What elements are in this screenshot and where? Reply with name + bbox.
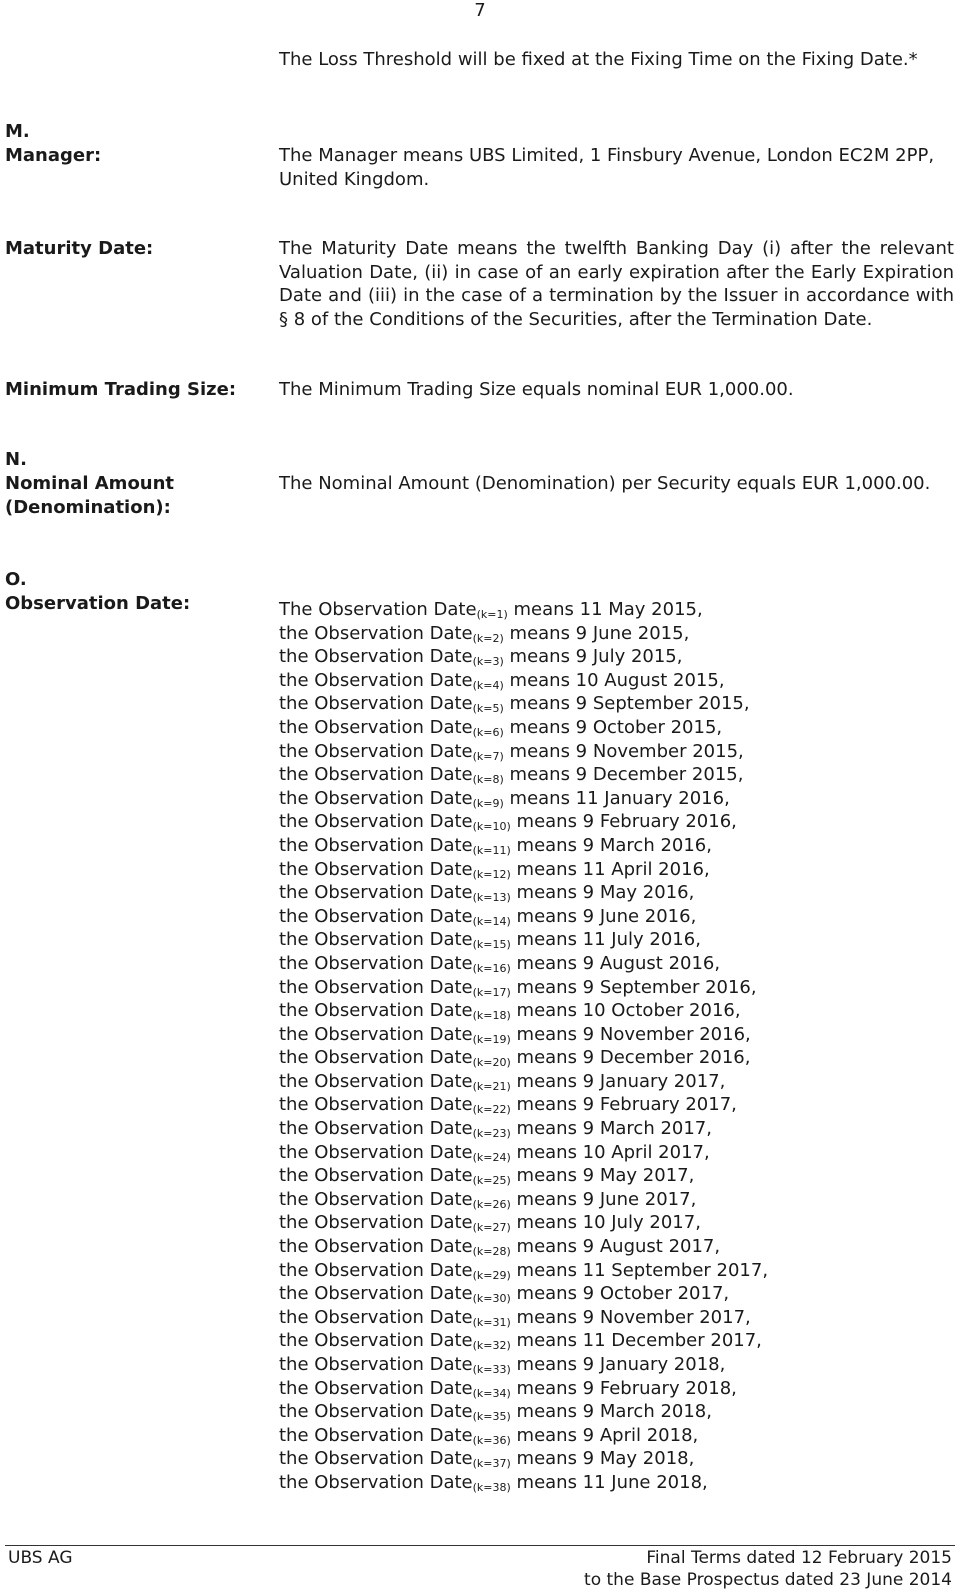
observation-date-item bbox=[279, 1070, 768, 1094]
section-letter-m: M. bbox=[5, 121, 30, 142]
observation-date-index: (k=4) bbox=[472, 678, 504, 692]
footer-base-prospectus: to the Base Prospectus dated 23 June 2014 bbox=[584, 1570, 952, 1590]
observation-date-prefix: the Observation Date bbox=[279, 834, 473, 856]
observation-date-item bbox=[279, 1259, 768, 1283]
observation-date-prefix: the Observation Date bbox=[279, 693, 473, 715]
minimum-trading-size-label: Minimum Trading Size: bbox=[5, 379, 237, 400]
observation-date-prefix: the Observation Date bbox=[279, 1354, 473, 1375]
observation-date-prefix: the Observation Date bbox=[279, 905, 473, 927]
observation-date-value: means 11 May 2015, bbox=[513, 599, 703, 620]
observation-date-value: means 9 June 2015, bbox=[509, 622, 690, 644]
observation-date-index: (k=8) bbox=[472, 773, 504, 787]
observation-date-item bbox=[279, 952, 768, 976]
observation-date-item bbox=[279, 1400, 768, 1424]
manager-label: Manager: bbox=[5, 145, 102, 166]
observation-date-value: means 10 April 2017, bbox=[516, 1141, 710, 1163]
observation-date-item bbox=[279, 1329, 768, 1353]
observation-date-item bbox=[279, 598, 768, 622]
observation-date-index: (k=35) bbox=[472, 1410, 511, 1424]
observation-date-prefix: the Observation Date bbox=[279, 1377, 473, 1399]
observation-date-item bbox=[279, 810, 768, 834]
observation-date-item bbox=[279, 1023, 768, 1047]
observation-date-index: (k=23) bbox=[472, 1127, 511, 1141]
observation-date-value: means 9 September 2015, bbox=[509, 693, 750, 715]
observation-date-value: means 9 December 2016, bbox=[516, 1047, 751, 1069]
page-number: 7 bbox=[474, 0, 486, 21]
observation-date-item bbox=[279, 1046, 768, 1070]
manager-text-line-2: United Kingdom. bbox=[279, 168, 430, 190]
observation-date-value: means 9 March 2016, bbox=[516, 834, 712, 856]
observation-date-prefix: the Observation Date bbox=[279, 882, 473, 904]
observation-date-item bbox=[279, 834, 768, 858]
observation-date-prefix: the Observation Date bbox=[279, 1165, 473, 1187]
observation-date-value: means 9 May 2017, bbox=[516, 1165, 695, 1187]
observation-date-prefix: the Observation Date bbox=[279, 1236, 473, 1258]
observation-date-index: (k=11) bbox=[472, 843, 511, 857]
observation-date-index: (k=22) bbox=[472, 1103, 511, 1117]
observation-date-item bbox=[279, 763, 768, 787]
loss-threshold-note: The Loss Threshold will be fixed at the Fixing Time on the Fixing Date.* bbox=[279, 49, 918, 70]
observation-date-item bbox=[279, 716, 768, 740]
observation-date-index: (k=20) bbox=[472, 1056, 511, 1070]
observation-date-item bbox=[279, 787, 768, 811]
observation-date-item bbox=[279, 1424, 768, 1448]
observation-date-item bbox=[279, 1141, 768, 1165]
observation-date-index: (k=24) bbox=[472, 1150, 511, 1164]
observation-date-index: (k=2) bbox=[472, 631, 504, 645]
observation-date-prefix: the Observation Date bbox=[279, 1070, 473, 1092]
observation-date-item bbox=[279, 1188, 768, 1212]
footer-final-terms: Final Terms dated 12 February 2015 bbox=[646, 1548, 952, 1568]
maturity-date-line-2: Valuation Date, (ii) in case of an early expiration after the Early Expiration bbox=[279, 261, 954, 283]
observation-date-prefix: the Observation Date bbox=[279, 811, 473, 833]
observation-date-prefix: the Observation Date bbox=[279, 622, 473, 644]
observation-date-prefix: the Observation Date bbox=[279, 1330, 473, 1352]
observation-date-value: means 9 April 2018, bbox=[516, 1424, 699, 1446]
observation-date-item bbox=[279, 928, 768, 952]
maturity-date-line-4: § 8 of the Conditions of the Securities, after the Termination Date. bbox=[279, 308, 873, 330]
observation-date-item bbox=[279, 1211, 768, 1235]
footer-issuer: UBS AG bbox=[8, 1548, 73, 1568]
observation-date-index: (k=13) bbox=[472, 891, 511, 905]
observation-date-prefix: the Observation Date bbox=[279, 740, 473, 762]
observation-date-value: means 11 July 2016, bbox=[516, 929, 701, 951]
section-letter-o: O. bbox=[5, 569, 27, 590]
observation-date-index: (k=27) bbox=[472, 1221, 511, 1235]
observation-date-prefix: the Observation Date bbox=[279, 858, 473, 880]
maturity-date-text bbox=[279, 237, 954, 331]
observation-date-item bbox=[279, 1093, 768, 1117]
observation-date-index: (k=5) bbox=[472, 702, 504, 716]
observation-date-index: (k=36) bbox=[472, 1433, 511, 1447]
observation-date-prefix: the Observation Date bbox=[279, 976, 473, 998]
observation-date-prefix: the Observation Date bbox=[279, 1471, 473, 1493]
observation-date-value: means 9 August 2016, bbox=[516, 952, 721, 974]
observation-date-item bbox=[279, 645, 768, 669]
observation-date-index: (k=14) bbox=[472, 914, 511, 928]
observation-date-item bbox=[279, 669, 768, 693]
observation-date-index: (k=30) bbox=[472, 1292, 511, 1306]
observation-date-item bbox=[279, 622, 768, 646]
observation-date-prefix: the Observation Date bbox=[279, 1212, 473, 1234]
observation-date-item bbox=[279, 1471, 768, 1495]
observation-date-value: means 9 May 2018, bbox=[516, 1448, 695, 1470]
observation-date-prefix: the Observation Date bbox=[279, 1306, 473, 1328]
observation-date-value: means 9 November 2017, bbox=[516, 1306, 751, 1328]
observation-date-item bbox=[279, 881, 768, 905]
observation-date-value: means 9 February 2017, bbox=[516, 1094, 737, 1116]
observation-date-value: means 9 January 2017, bbox=[516, 1070, 726, 1092]
observation-date-value: means 11 September 2017, bbox=[516, 1259, 769, 1281]
observation-date-index: (k=31) bbox=[472, 1315, 511, 1329]
observation-date-prefix: the Observation Date bbox=[279, 1023, 473, 1045]
observation-date-index: (k=28) bbox=[472, 1245, 511, 1259]
observation-date-item bbox=[279, 1353, 768, 1377]
nominal-amount-label-line-1: Nominal Amount bbox=[5, 473, 175, 494]
observation-date-index: (k=6) bbox=[472, 725, 504, 739]
observation-date-value: means 11 January 2016, bbox=[509, 787, 730, 809]
observation-date-item bbox=[279, 976, 768, 1000]
observation-date-prefix: the Observation Date bbox=[279, 1188, 473, 1210]
observation-date-prefix: the Observation Date bbox=[279, 1401, 473, 1423]
observation-date-prefix: the Observation Date bbox=[279, 787, 473, 809]
observation-date-value: means 9 June 2016, bbox=[516, 905, 697, 927]
nominal-amount-label-line-2: (Denomination): bbox=[5, 497, 171, 518]
observation-date-prefix: the Observation Date bbox=[279, 1094, 473, 1116]
observation-date-prefix: the Observation Date bbox=[279, 1424, 473, 1446]
observation-date-index: (k=38) bbox=[472, 1480, 511, 1494]
maturity-date-line-1: The Maturity Date means the twelfth Banking Day (i) after the relevant bbox=[279, 238, 954, 259]
observation-date-index: (k=16) bbox=[472, 961, 511, 975]
observation-date-item bbox=[279, 1282, 768, 1306]
observation-date-prefix: the Observation Date bbox=[279, 1000, 473, 1022]
observation-date-value: means 9 December 2015, bbox=[509, 764, 744, 786]
observation-date-prefix: the Observation Date bbox=[279, 952, 473, 974]
section-letter-n: N. bbox=[5, 449, 27, 470]
manager-text-line-1: The Manager means UBS Limited, 1 Finsbury Avenue, London EC2M 2PP, bbox=[279, 145, 935, 166]
observation-date-prefix: the Observation Date bbox=[279, 1118, 473, 1140]
observation-date-index: (k=32) bbox=[472, 1339, 511, 1353]
observation-date-index: (k=19) bbox=[472, 1032, 511, 1046]
observation-date-list bbox=[279, 598, 768, 1495]
observation-date-value: means 9 May 2016, bbox=[516, 882, 695, 904]
observation-date-index: (k=17) bbox=[472, 985, 511, 999]
observation-date-index: (k=21) bbox=[472, 1079, 511, 1093]
observation-date-value: means 9 March 2018, bbox=[516, 1401, 712, 1423]
manager-text bbox=[279, 144, 934, 191]
observation-date-value: means 9 March 2017, bbox=[516, 1118, 712, 1140]
observation-date-index: (k=3) bbox=[472, 655, 504, 669]
observation-date-value: means 9 August 2017, bbox=[516, 1236, 721, 1258]
observation-date-value: means 9 September 2016, bbox=[516, 976, 757, 998]
observation-date-item bbox=[279, 1306, 768, 1330]
maturity-date-label: Maturity Date: bbox=[5, 238, 154, 259]
observation-date-prefix: the Observation Date bbox=[279, 646, 473, 668]
observation-date-value: means 9 November 2016, bbox=[516, 1023, 751, 1045]
maturity-date-line-3: Date and (iii) in the case of a termination by the Issuer in accordance with bbox=[279, 285, 954, 307]
observation-date-index: (k=1) bbox=[476, 608, 508, 621]
observation-date-index: (k=29) bbox=[472, 1268, 511, 1282]
observation-date-item bbox=[279, 1377, 768, 1401]
observation-date-item bbox=[279, 1164, 768, 1188]
observation-date-prefix: the Observation Date bbox=[279, 1141, 473, 1163]
observation-date-index: (k=34) bbox=[472, 1386, 511, 1400]
observation-date-index: (k=10) bbox=[472, 820, 511, 834]
observation-date-prefix: the Observation Date bbox=[279, 764, 473, 786]
observation-date-prefix: the Observation Date bbox=[279, 1448, 473, 1470]
observation-date-item bbox=[279, 1235, 768, 1259]
observation-date-prefix: the Observation Date bbox=[279, 716, 473, 738]
observation-date-prefix: the Observation Date bbox=[279, 669, 473, 691]
observation-date-value: means 9 October 2017, bbox=[516, 1283, 730, 1305]
observation-date-value: means 11 June 2018, bbox=[516, 1471, 708, 1493]
minimum-trading-size-text: The Minimum Trading Size equals nominal EUR 1,000.00. bbox=[279, 379, 794, 400]
observation-date-index: (k=15) bbox=[472, 938, 511, 952]
observation-date-label: Observation Date: bbox=[5, 593, 191, 614]
observation-date-value: means 11 December 2017, bbox=[516, 1330, 762, 1352]
observation-date-value: means 10 August 2015, bbox=[509, 669, 725, 691]
observation-date-value: means 10 July 2017, bbox=[516, 1212, 701, 1234]
observation-date-prefix: the Observation Date bbox=[279, 929, 473, 951]
observation-date-index: (k=33) bbox=[472, 1363, 511, 1376]
observation-date-value: means 11 April 2016, bbox=[516, 858, 710, 880]
observation-date-index: (k=12) bbox=[472, 867, 511, 881]
observation-date-item bbox=[279, 692, 768, 716]
observation-date-value: means 9 July 2015, bbox=[509, 646, 683, 668]
observation-date-item bbox=[279, 740, 768, 764]
observation-date-value: means 9 November 2015, bbox=[509, 740, 744, 762]
observation-date-item bbox=[279, 905, 768, 929]
observation-date-value: means 9 February 2018, bbox=[516, 1377, 737, 1399]
observation-date-value: means 9 June 2017, bbox=[516, 1188, 697, 1210]
observation-date-index: (k=18) bbox=[472, 1009, 511, 1023]
observation-date-index: (k=37) bbox=[472, 1457, 511, 1471]
observation-date-value: means 10 October 2016, bbox=[516, 1000, 741, 1022]
observation-date-item bbox=[279, 999, 768, 1023]
observation-date-item bbox=[279, 858, 768, 882]
observation-date-index: (k=25) bbox=[472, 1174, 511, 1188]
footer-divider bbox=[5, 1545, 955, 1546]
observation-date-item bbox=[279, 1117, 768, 1141]
observation-date-value: means 9 January 2018, bbox=[516, 1354, 726, 1375]
observation-date-index: (k=26) bbox=[472, 1197, 511, 1211]
observation-date-prefix: the Observation Date bbox=[279, 1259, 473, 1281]
observation-date-value: means 9 February 2016, bbox=[516, 811, 737, 833]
observation-date-value: means 9 October 2015, bbox=[509, 716, 723, 738]
observation-date-index: (k=9) bbox=[472, 796, 504, 810]
observation-date-index: (k=7) bbox=[472, 749, 504, 763]
observation-date-prefix: the Observation Date bbox=[279, 1283, 473, 1305]
observation-date-prefix: The Observation Date bbox=[279, 599, 477, 620]
observation-date-item bbox=[279, 1447, 768, 1471]
nominal-amount-text: The Nominal Amount (Denomination) per Security equals EUR 1,000.00. bbox=[279, 473, 931, 494]
observation-date-prefix: the Observation Date bbox=[279, 1047, 473, 1069]
